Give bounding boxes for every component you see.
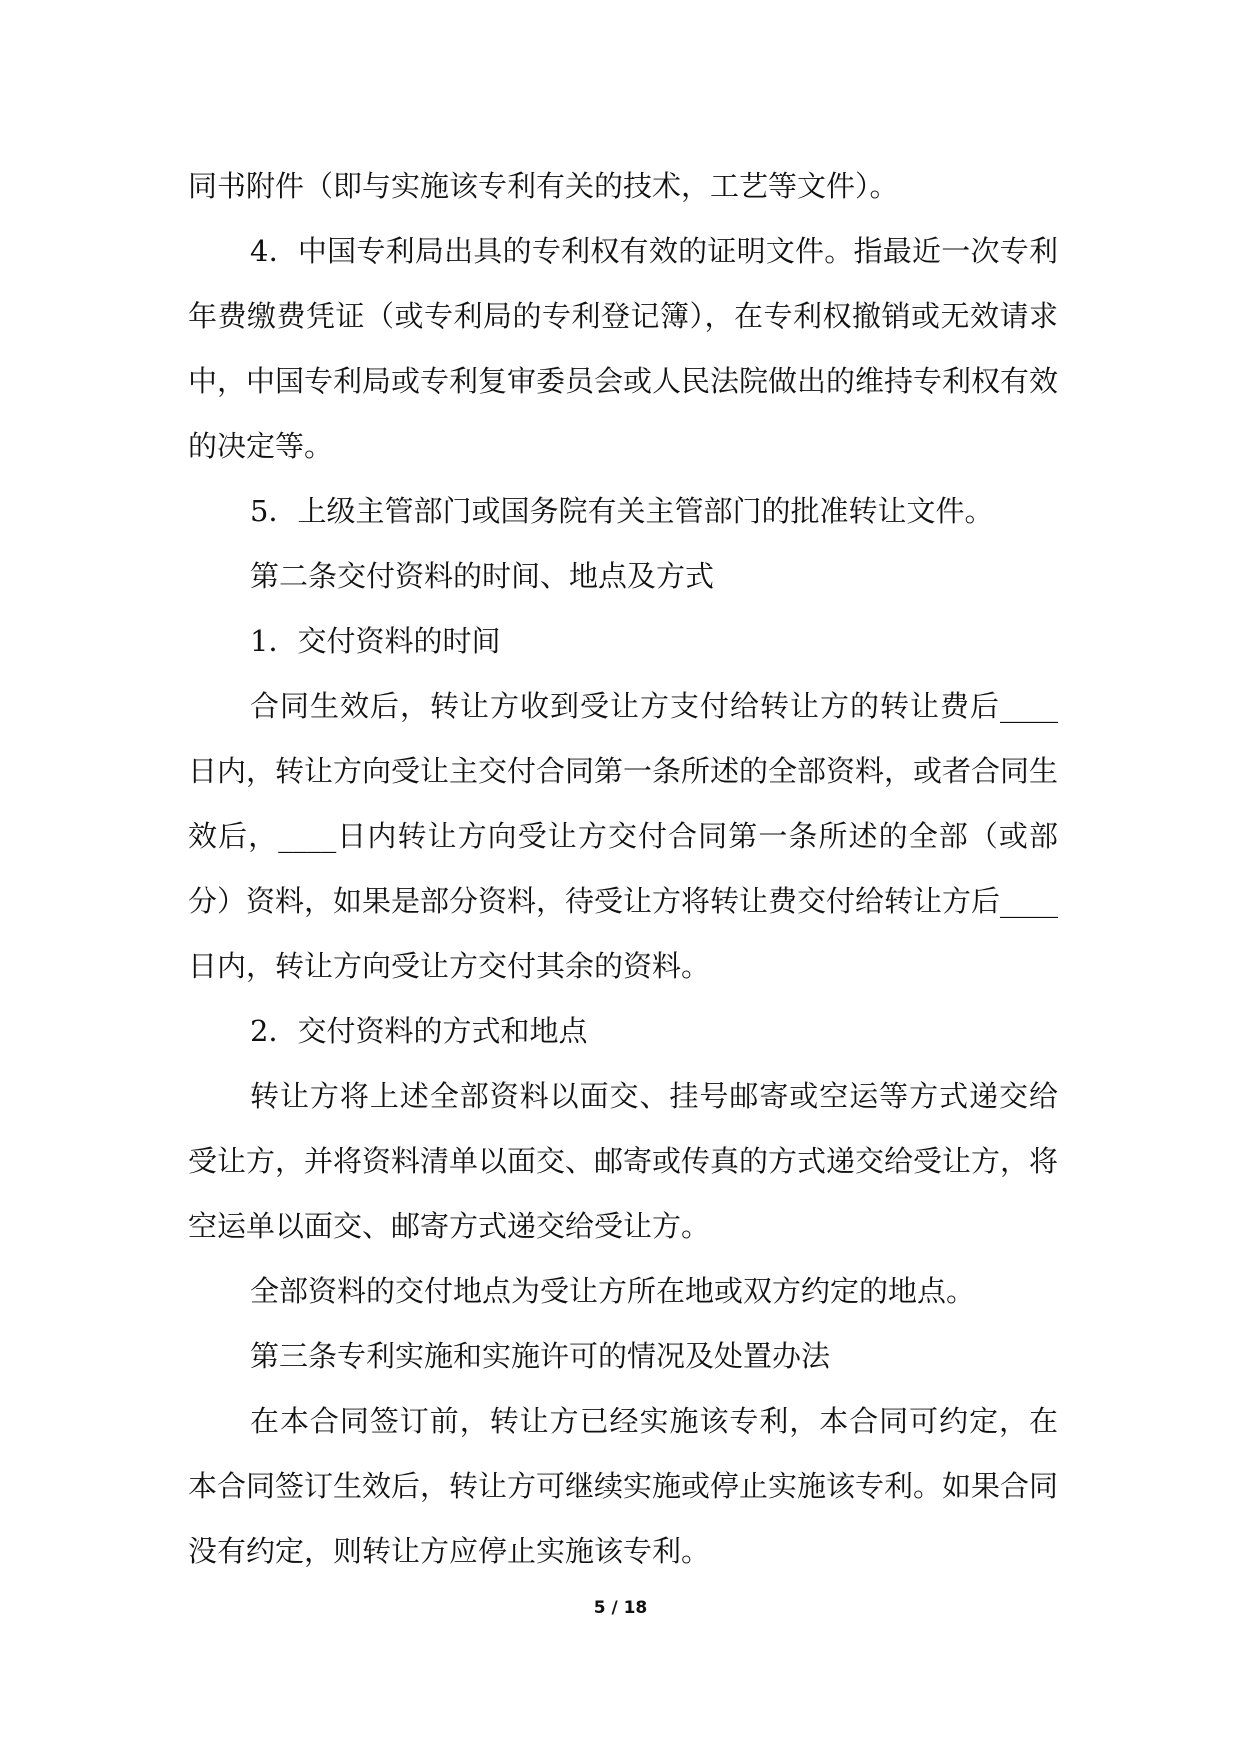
section-heading: 第三条专利实施和实施许可的情况及处置办法 (250, 1339, 831, 1373)
paragraph: 转让方将上述全部资料以面交、挂号邮寄或空运等方式递交给受让方，并将资料清单以面交、邮寄或传真的方式递交给受让方，将空运单以面交、邮寄方式递交给受让方。 (188, 1079, 1059, 1243)
paragraph: 同书附件（即与实施该专利有关的技术，工艺等文件）。 (188, 169, 899, 203)
page-number: 5 / 18 (593, 1598, 648, 1618)
paragraph: 4．中国专利局出具的专利权有效的证明文件。指最近一次专利年费缴费凭证（或专利局的专利登记簿），在专利权撤销或无效请求中，中国专利局或专利复审委员会或人民法院做出的维持专利权有效的决定等。 (188, 234, 1059, 463)
paragraph: 在本合同签订前，转让方已经实施该专利，本合同可约定，在本合同签订生效后，转让方可继续实施或停止实施该专利。如果合同没有约定，则转让方应停止实施该专利。 (188, 1404, 1059, 1568)
section-heading: 第二条交付资料的时间、地点及方式 (250, 559, 715, 593)
paragraph: 合同生效后，转让方收到受让方支付给转让方的转让费后____日内，转让方向受让主交付合同第一条所述的全部资料，或者合同生效后，____日内转让方向受让方交付合同第一条所述的全部（或部分）资料，如果是部分资料，待受让方将转让费交付给转让方后____日内，转让方向受让方交付其余的资料。 (188, 689, 1059, 983)
document-body (188, 154, 1058, 1584)
subsection-heading: 2．交付资料的方式和地点 (250, 1014, 588, 1048)
subsection-heading: 1．交付资料的时间 (250, 624, 501, 658)
paragraph: 全部资料的交付地点为受让方所在地或双方约定的地点。 (250, 1274, 976, 1308)
paragraph: 5．上级主管部门或国务院有关主管部门的批准转让文件。 (250, 494, 994, 528)
